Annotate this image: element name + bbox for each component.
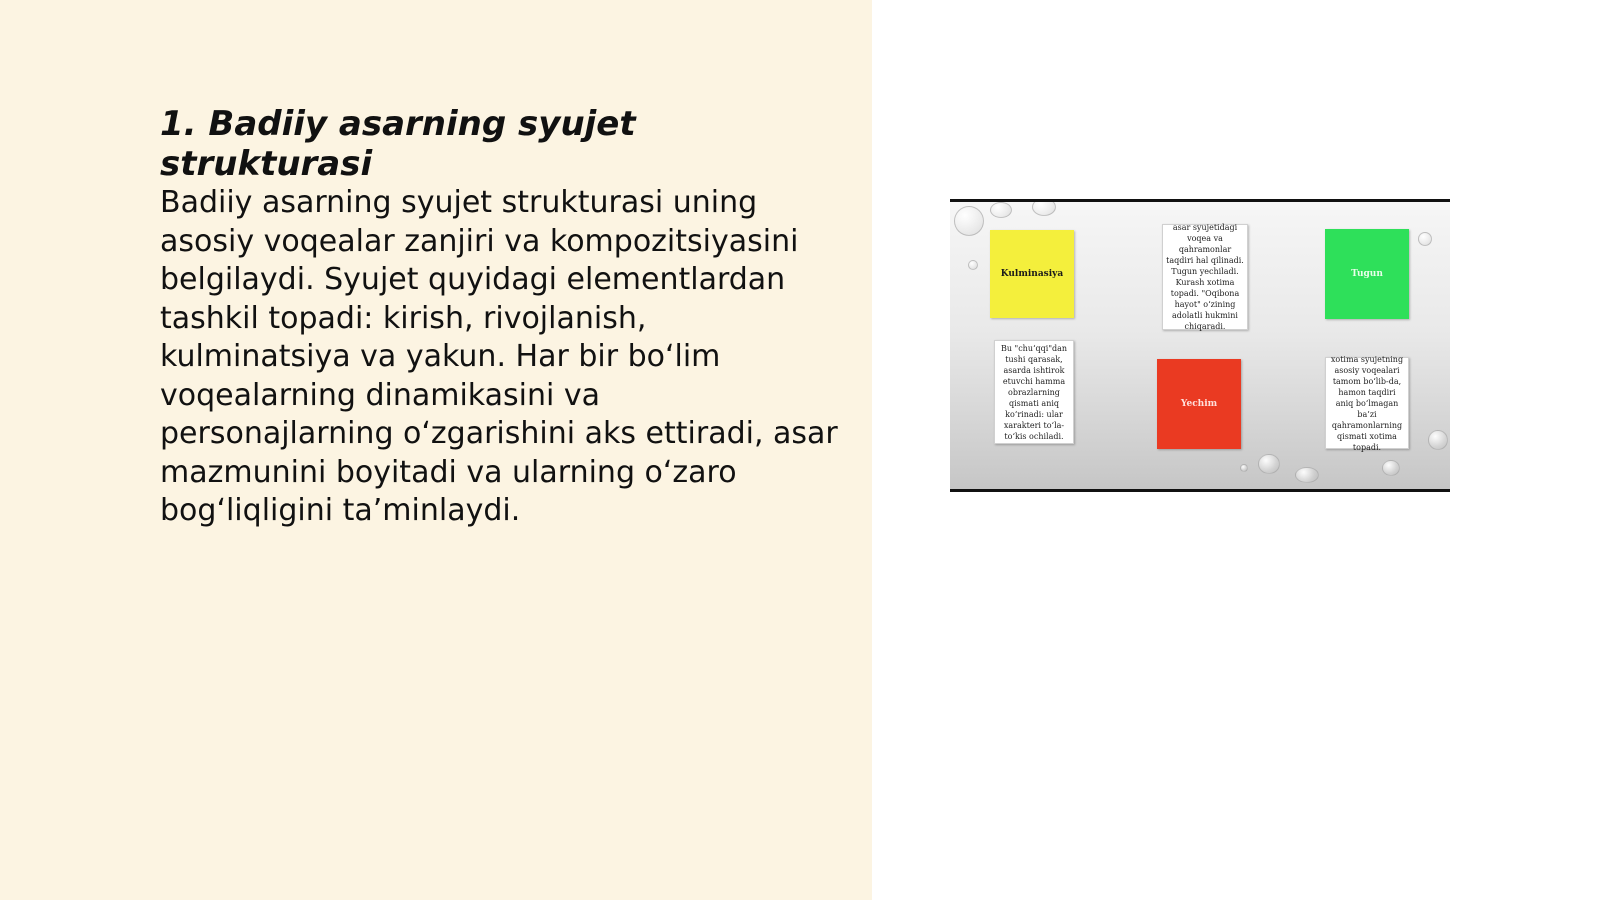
note-green-label: Tugun xyxy=(1351,269,1383,279)
note-right-text xyxy=(1325,354,1409,452)
note-yellow-label: Kulminasiya xyxy=(1000,269,1064,279)
note-left-text-content: Bu "chu‘qqi"dan tushi qarasak, asarda ishtirok etuvchi hamma obrazlarning qismati aniq ko‘rinadi: ular xarakteri to‘la-to‘kis ochiladi. xyxy=(1000,343,1068,441)
droplet-decoration xyxy=(1418,232,1432,246)
note-top-text xyxy=(1162,224,1248,330)
droplet-decoration xyxy=(1258,454,1280,474)
droplet-decoration xyxy=(990,202,1012,218)
droplet-decoration xyxy=(1428,430,1448,450)
note-yellow-kulminasiya xyxy=(990,230,1074,318)
droplet-decoration xyxy=(1240,464,1248,472)
plot-structure-image xyxy=(950,199,1450,492)
droplet-decoration xyxy=(1032,199,1056,216)
note-left-text xyxy=(994,340,1074,444)
droplet-decoration xyxy=(1382,460,1400,476)
note-red-label: Yechim xyxy=(1180,399,1218,409)
droplet-decoration xyxy=(954,206,984,236)
slide-body-text: Badiiy asarning syujet strukturasi uning asosiy voqealar zanjiri va kompozitsiyasini belgilaydi. Syujet quyidagi elementlardan tashkil topadi: kirish, rivojlanish, kulminatsiya va yakun. Har bir bo‘lim voqealarning dinamikasini va personajlarning o‘zgarishini aks ettiradi, asar mazmunini boyitadi va ularning o‘zaro bog‘liqligini ta’minlaydi. xyxy=(160,185,838,528)
note-red-yechim xyxy=(1157,359,1241,449)
droplet-decoration xyxy=(968,260,978,270)
note-top-text-content: asar syujetidagi voqea va qahramonlar taqdiri hal qilinadi. Tugun yechiladi. Kurash xotima topadi. "Oqibona hayot" o‘zining adolatli hukmini chiqaradi. xyxy=(1166,223,1244,331)
note-green-tugun xyxy=(1325,229,1409,319)
note-right-text-content: xotima syujetning asosiy voqealari tamom bo‘lib-da, hamon taqdiri aniq bo‘lmagan ba’zi qahramonlarning qismati xotima topadi. xyxy=(1330,354,1404,452)
droplet-decoration xyxy=(1295,467,1319,483)
slide-title: 1. Badiiy asarning syujet strukturasi xyxy=(160,104,636,184)
